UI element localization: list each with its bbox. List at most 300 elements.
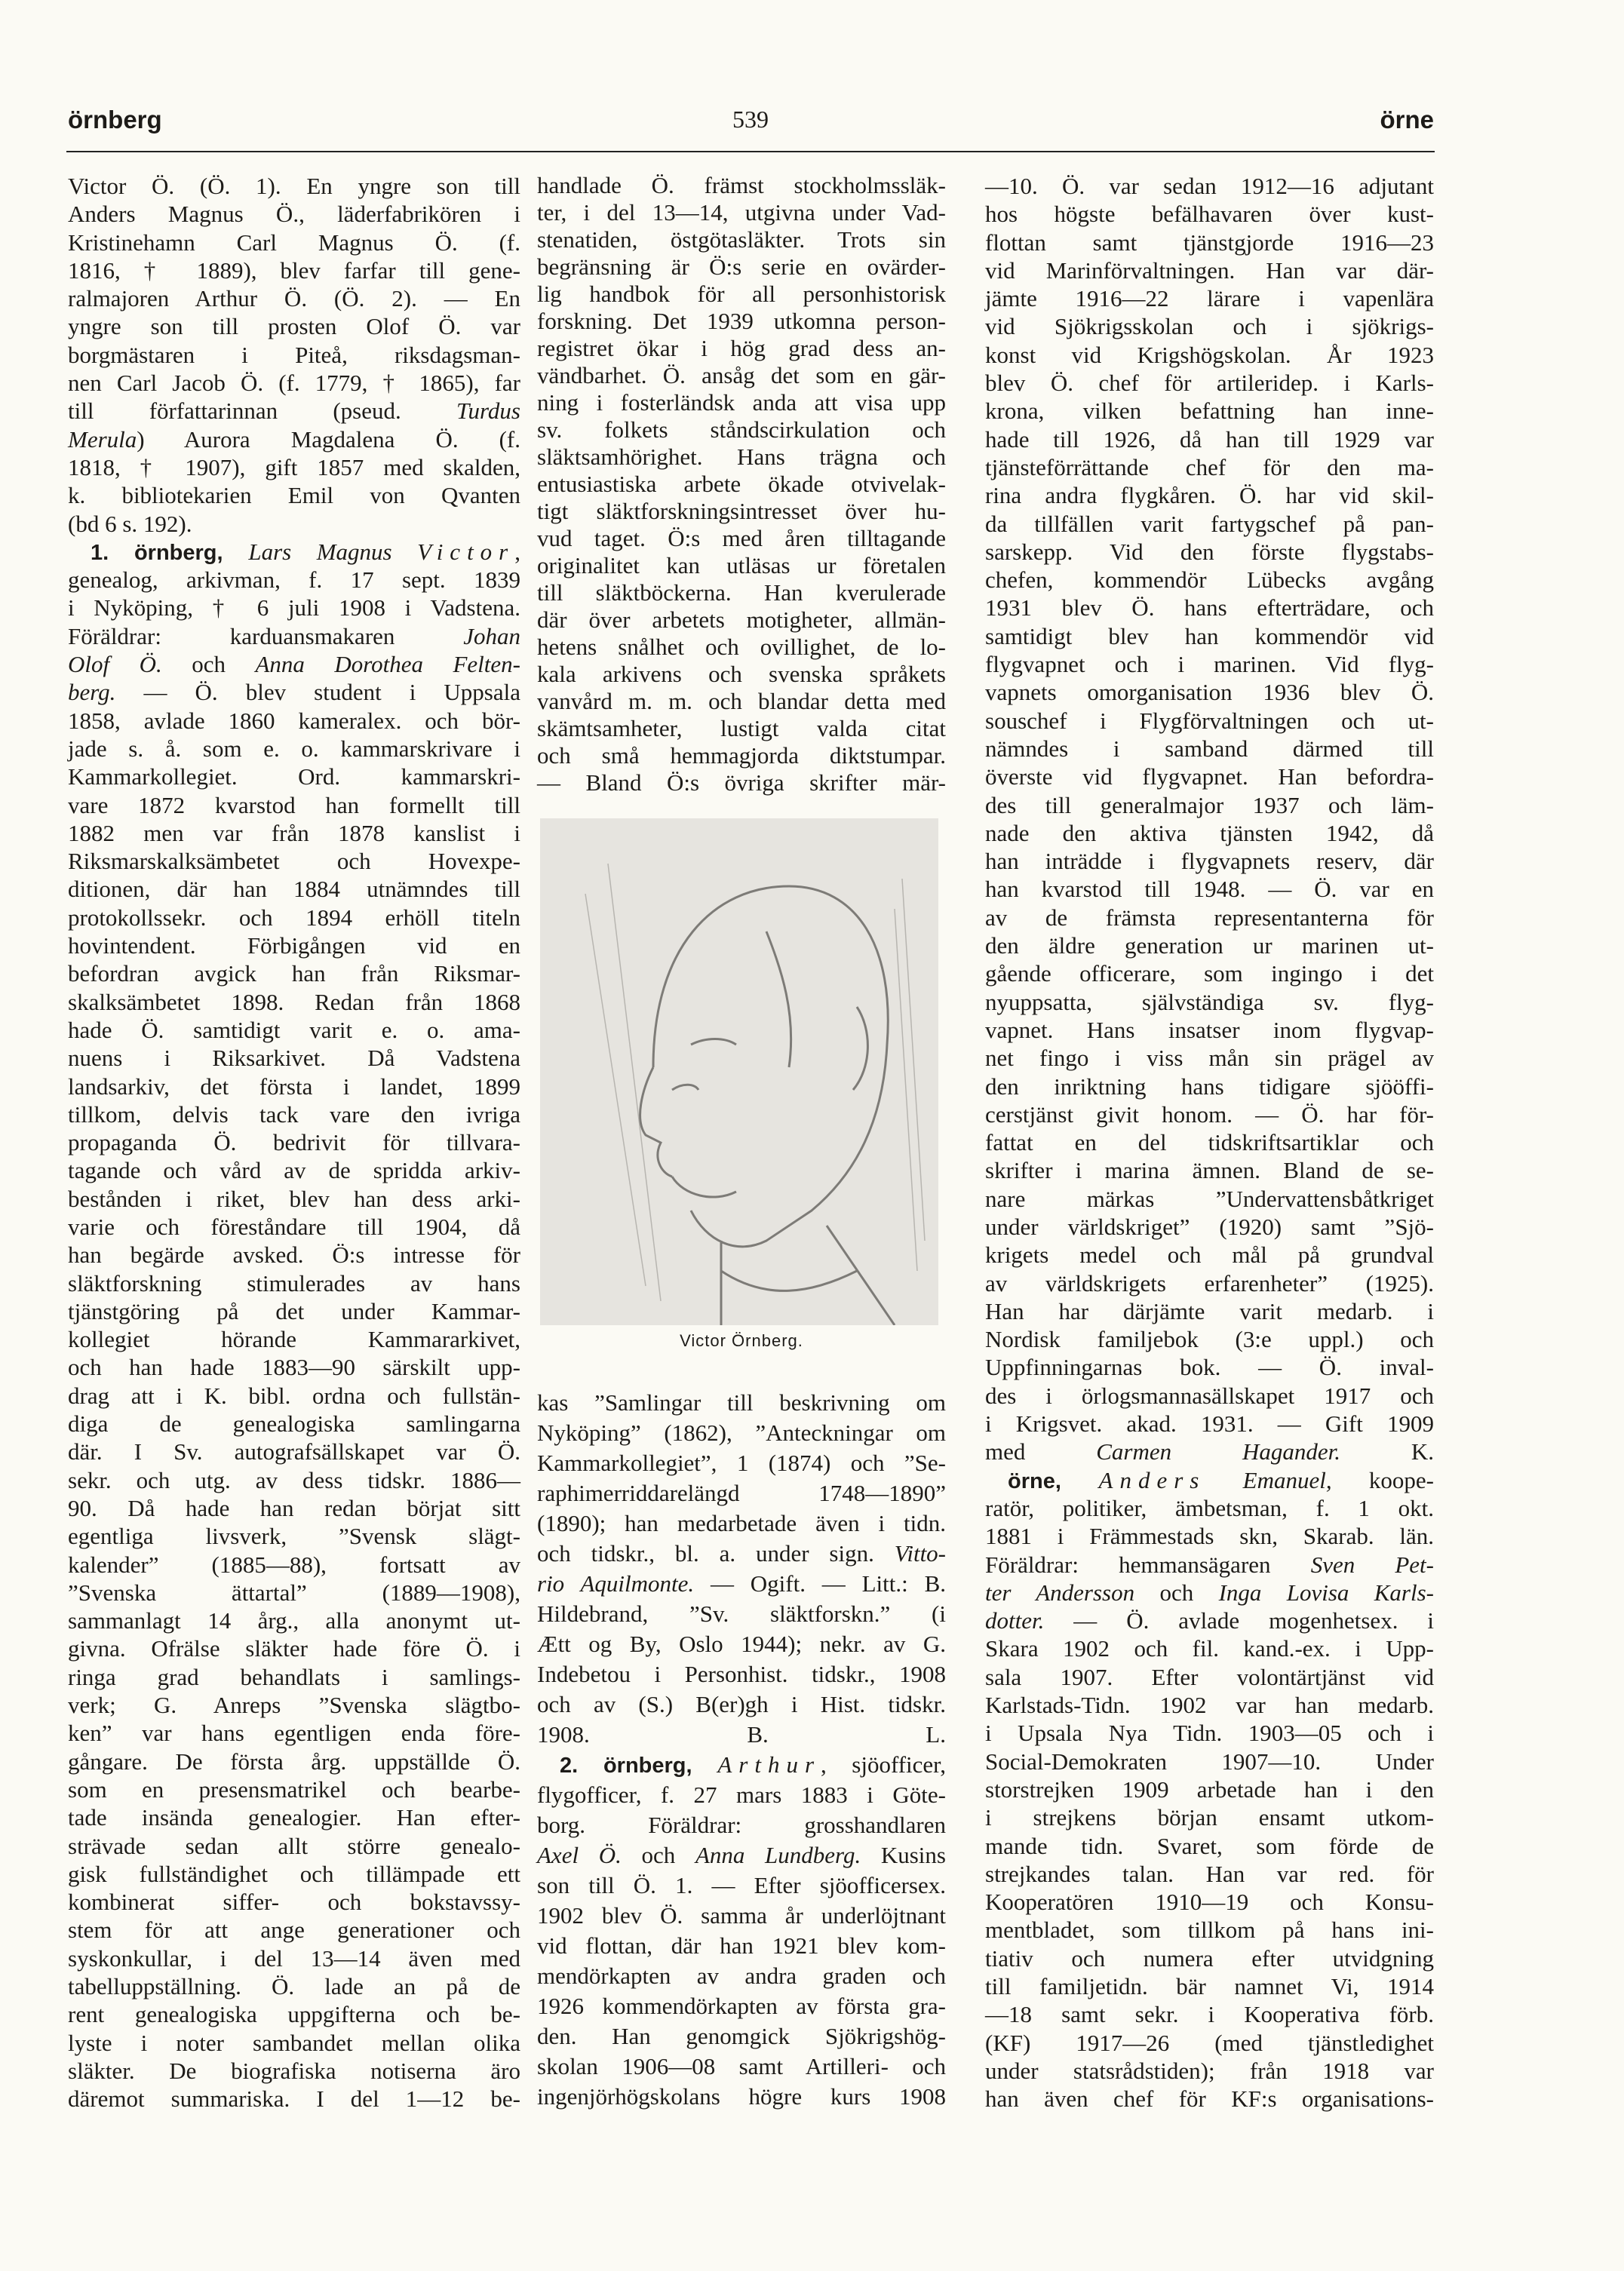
text-run: av de främsta representanterna för	[985, 904, 1434, 931]
text-line	[68, 988, 520, 1016]
text-run: storstrejken 1909 arbetade han i den	[985, 1775, 1434, 1803]
text-line	[68, 1551, 520, 1579]
text-line	[985, 566, 1434, 594]
text-line	[537, 1871, 946, 1901]
text-run: protokollssekr. och 1894 erhöll titeln	[68, 904, 520, 931]
text-line	[985, 1073, 1434, 1100]
text-run: Nyköping” (1862), ”Anteckningar om	[537, 1419, 946, 1446]
text-line	[985, 369, 1434, 397]
text-run: konst vid Krigshögskolan. År 1923	[985, 341, 1434, 368]
text-line	[537, 1720, 946, 1750]
text-line	[68, 1607, 520, 1634]
text-run: yngre son till prosten Olof Ö. var	[68, 313, 520, 340]
text-line	[985, 1128, 1434, 1156]
text-run: tjänstgöring på det under Kammar-	[68, 1297, 520, 1324]
text-run: bestånden i riket, blev han dess arki-	[68, 1185, 520, 1212]
text-run: entusiastiska arbete ökade otvivelak-	[537, 471, 946, 497]
text-line	[68, 1241, 520, 1269]
text-run: sammanlagt 14 årg., alla anonymt ut-	[68, 1607, 520, 1634]
text-run: vare 1872 kvarstod han formellt till	[68, 791, 520, 818]
text-run: hade Ö. samtidigt varit e. o. ama-	[68, 1016, 520, 1043]
text-line	[985, 1016, 1434, 1044]
text-run: ditionen, där han 1884 utnämndes till	[68, 876, 520, 903]
text-run: 1931 blev Ö. hans efterträdare, och	[985, 594, 1434, 621]
text-run: k. bibliotekarien Emil von Qvanten	[68, 482, 520, 509]
text-line	[985, 1213, 1434, 1241]
text-run: egentliga livsverk, ”Svensk slägt-	[68, 1523, 520, 1550]
text-line	[68, 1213, 520, 1241]
text-run: drag att i K. bibl. ordna och fullstän-	[68, 1382, 520, 1409]
text-run: verk; G. Anreps ”Svenska slägtbo-	[68, 1692, 520, 1719]
text-line	[985, 1241, 1434, 1269]
text-line	[68, 510, 520, 538]
text-run: tabelluppställning. Ö. lade an på de	[68, 1973, 520, 1999]
text-line	[68, 1156, 520, 1184]
text-line	[985, 959, 1434, 987]
italic-text: dotter.	[985, 1607, 1045, 1634]
text-line	[68, 200, 520, 228]
text-line	[68, 1691, 520, 1719]
text-run: Social-Demokraten 1907—10. Under	[985, 1748, 1434, 1775]
text-line	[537, 1478, 946, 1508]
italic-text: ter Andersson	[985, 1579, 1135, 1606]
text-line	[68, 875, 520, 903]
text-run: Karlstads-Tidn. 1902 var han medarb.	[985, 1692, 1434, 1719]
entry-headword: örne,	[1008, 1468, 1099, 1493]
text-line	[537, 2082, 946, 2112]
portrait-sketch	[540, 818, 938, 1325]
text-run: — Ogift. — Litt.: B.	[694, 1570, 947, 1597]
text-line	[68, 763, 520, 790]
text-line	[68, 1494, 520, 1522]
text-run: Kooperatören 1910—19 och Konsu-	[985, 1889, 1434, 1916]
text-line	[68, 1888, 520, 1916]
text-line	[68, 1663, 520, 1691]
text-run: 90. Då hade han redan börjat sitt	[68, 1494, 520, 1521]
text-line	[985, 425, 1434, 453]
text-run: — Ö. avlade mogenhetsex. i	[1044, 1607, 1434, 1634]
text-line	[985, 1494, 1434, 1522]
text-line	[68, 1719, 520, 1747]
text-line	[985, 200, 1434, 228]
text-line	[985, 284, 1434, 312]
text-line	[68, 256, 520, 284]
text-run: till författarinnan (pseud.	[68, 397, 456, 425]
text-line	[68, 369, 520, 397]
text-run: koope-	[1331, 1466, 1434, 1493]
italic-text: Axel Ö.	[537, 1842, 622, 1868]
text-line	[68, 341, 520, 369]
text-line	[537, 2052, 946, 2082]
text-line	[68, 650, 520, 678]
text-line	[68, 284, 520, 312]
text-line	[68, 819, 520, 847]
text-run: chefen, kommendör Lübecks avgång	[985, 566, 1434, 594]
text-line	[68, 229, 520, 256]
text-line	[537, 525, 946, 552]
text-run: och av (S.) B(er)gh i Hist. tidskr.	[537, 1691, 946, 1717]
text-run: K.	[1340, 1438, 1435, 1465]
italic-text: Vitto-	[894, 1540, 946, 1567]
text-line	[985, 1297, 1434, 1325]
italic-text: Carmen Hagander.	[1096, 1438, 1341, 1465]
text-line	[68, 959, 520, 987]
text-line	[985, 2057, 1434, 2085]
text-line	[537, 362, 946, 389]
text-run: syskonkullar, i del 13—14 även med	[68, 1944, 520, 1972]
text-line	[985, 1607, 1434, 1634]
text-line	[68, 678, 520, 706]
text-line	[537, 1418, 946, 1448]
text-line	[985, 1100, 1434, 1128]
text-line	[985, 650, 1434, 678]
text-run: tagande och vård av de spridda arkiv-	[68, 1157, 520, 1184]
text-line	[68, 1353, 520, 1381]
text-run: des till generalmajor 1937 och läm-	[985, 791, 1434, 818]
text-run: net fingo i viss mån sin prägel av	[985, 1045, 1434, 1072]
text-line	[537, 1388, 946, 1418]
text-run: , sjöofficer,	[821, 1751, 946, 1778]
text-line	[985, 510, 1434, 538]
text-run: gångare. De första årg. uppställde Ö.	[68, 1748, 520, 1775]
text-run: ning i fosterländsk anda att visa upp	[537, 389, 946, 416]
portrait-caption: Victor Örnberg.	[680, 1331, 803, 1350]
text-run: da tillfällen varit fartygschef på pan-	[985, 510, 1434, 537]
text-run: — Bland Ö:s övriga skrifter mär-	[537, 769, 946, 796]
text-run: ingenjörhögskolans högre kurs 1908	[537, 2083, 946, 2110]
text-run: lig handbok för all personhistorisk	[537, 281, 946, 307]
text-run: skalksämbetet 1898. Redan från 1868	[68, 988, 520, 1015]
text-run: nade den aktiva tjänsten 1942, då	[985, 819, 1434, 846]
text-run: mendörkapten av andra graden och	[537, 1963, 946, 1989]
text-run: genealog, arkivman, f. 17 sept. 1839	[68, 566, 520, 594]
column-1	[68, 172, 520, 2113]
text-run: och	[1134, 1579, 1219, 1606]
text-line	[985, 1522, 1434, 1550]
text-run: 1926 kommendörkapten av första gra-	[537, 1993, 946, 2019]
text-run: raphimerriddarelängd 1748—1890”	[537, 1480, 946, 1506]
text-line	[68, 1297, 520, 1325]
text-line	[68, 1832, 520, 1860]
text-run: hade till 1926, då han till 1929 var	[985, 425, 1434, 453]
text-run: han även chef för KF:s organisations-	[985, 2085, 1434, 2113]
text-line	[985, 1185, 1434, 1213]
text-line	[68, 1269, 520, 1297]
portrait-image	[540, 818, 938, 1325]
text-run: tjänsteförrättande chef för den ma-	[985, 453, 1434, 480]
text-line	[68, 735, 520, 763]
text-line	[985, 397, 1434, 425]
text-run: givna. Ofrälse släkter hade före Ö. i	[68, 1635, 520, 1662]
text-run: skämtsamheter, lustigt valda citat	[537, 715, 946, 741]
text-line	[537, 1780, 946, 1810]
text-line	[68, 1073, 520, 1100]
page-number: 539	[732, 106, 769, 133]
text-line	[985, 1269, 1434, 1297]
text-line	[985, 1382, 1434, 1410]
italic-text: Anna Lundberg.	[695, 1842, 861, 1868]
text-line	[985, 1860, 1434, 1888]
text-line	[68, 538, 520, 566]
text-run: Föräldrar: karduansmakaren	[68, 622, 464, 649]
text-line	[537, 634, 946, 661]
text-run: gående officerare, som ingingo i det	[985, 960, 1434, 987]
text-line	[985, 875, 1434, 903]
text-line	[985, 1916, 1434, 1944]
spaced-given-name: Anders	[1098, 1466, 1206, 1493]
text-run: tade insända genealogier. Han efter-	[68, 1804, 520, 1831]
text-run: den. Han genomgick Sjökrigshög-	[537, 2023, 946, 2049]
text-line	[985, 1719, 1434, 1747]
text-line	[985, 1888, 1434, 1916]
text-run: 1908. B. L.	[537, 1721, 946, 1748]
text-line	[985, 1410, 1434, 1438]
text-run: kombinerat siffer- och bokstavssy-	[68, 1889, 520, 1916]
text-line	[537, 2021, 946, 2052]
text-run: nen Carl Jacob Ö. (f. 1779, † 1865), far	[68, 370, 520, 397]
text-run: han inträdde i flygvapnets reserv, där	[985, 848, 1434, 875]
text-line	[537, 471, 946, 498]
text-line	[985, 1691, 1434, 1719]
text-line	[985, 1944, 1434, 1972]
text-run: till släktböckerna. Han kverulerade	[537, 579, 946, 606]
text-run: flygvapnet och i marinen. Vid flyg-	[985, 651, 1434, 678]
text-run: varie och föreståndare till 1904, då	[68, 1213, 520, 1240]
text-line	[68, 1100, 520, 1128]
text-run: stenatiden, östgötasläkter. Trots sin	[537, 226, 946, 253]
text-run: Indebetou i Personhist. tidskr., 1908	[537, 1661, 946, 1687]
text-run: registret ökar i hög grad dess an-	[537, 335, 946, 361]
text-run: rina andra flygkåren. Ö. har vid skil-	[985, 482, 1434, 509]
text-run: rent genealogiska uppgifterna och be-	[68, 2001, 520, 2028]
text-line	[68, 1016, 520, 1044]
text-run: och	[621, 1842, 695, 1868]
text-line	[985, 1748, 1434, 1775]
text-run: under världskriget” (1920) samt ”Sjö-	[985, 1213, 1434, 1240]
running-head-left: örnberg	[68, 106, 162, 133]
text-run: des i örlogsmannasällskapet 1917 och	[985, 1382, 1434, 1409]
text-line	[985, 1634, 1434, 1662]
text-line	[985, 1156, 1434, 1184]
text-run: ringa grad behandlats i samlings-	[68, 1663, 520, 1690]
text-run: Föräldrar: hemmansägaren	[985, 1551, 1311, 1578]
text-run: tigt släktforskningsintresset över hu-	[537, 498, 946, 524]
text-line	[537, 552, 946, 579]
text-run: i Nyköping, † 6 juli 1908 i Vadstena.	[68, 594, 520, 621]
text-run: överste vid flygvapnet. Han befordra-	[985, 763, 1434, 790]
text-run: skrifter i marina ämnen. Bland de se-	[985, 1157, 1434, 1184]
text-line	[68, 425, 520, 453]
text-line	[985, 1353, 1434, 1381]
text-run: landsarkiv, det första i landet, 1899	[68, 1073, 520, 1100]
text-line	[985, 1438, 1434, 1465]
text-line	[537, 1629, 946, 1659]
text-run: släkter. De biografiska notiserna äro	[68, 2057, 520, 2084]
text-line	[985, 1832, 1434, 1860]
text-line	[985, 172, 1434, 200]
text-line	[68, 481, 520, 509]
text-line	[68, 707, 520, 735]
text-line	[68, 453, 520, 481]
text-run: nyuppsatta, självständiga sv. flyg-	[985, 988, 1434, 1015]
text-run: Victor Ö. (Ö. 1). En yngre son till	[68, 173, 520, 199]
text-run: den äldre generation ur marinen ut-	[985, 932, 1434, 959]
italic-text: rio Aquilmonte.	[537, 1570, 695, 1597]
text-line	[537, 715, 946, 742]
text-run: Kristinehamn Carl Magnus Ö. (f.	[68, 229, 520, 256]
text-line	[537, 606, 946, 634]
text-line	[68, 1579, 520, 1607]
text-line	[537, 226, 946, 253]
text-run: — Ö. blev student i Uppsala	[115, 679, 520, 706]
text-run: 1816, † 1889), blev farfar till gene-	[68, 256, 520, 284]
running-head-right: örne	[1380, 106, 1434, 133]
text-run: fattat en del tidskriftsartiklar och	[985, 1129, 1434, 1156]
text-line	[68, 2029, 520, 2057]
text-run: däremot summariska. I del 1—12 be-	[68, 2085, 520, 2113]
text-line	[537, 172, 946, 199]
text-line	[537, 1931, 946, 1961]
text-run: son till Ö. 1. — Efter sjöofficersex.	[537, 1872, 946, 1898]
text-line	[68, 1185, 520, 1213]
text-line	[537, 1508, 946, 1539]
text-line	[537, 1961, 946, 1991]
text-run: Han har därjämte varit medarb. i	[985, 1297, 1434, 1324]
text-run: krona, vilken befattning han inne-	[985, 397, 1434, 425]
text-run: —10. Ö. var sedan 1912—16 adjutant	[985, 173, 1434, 199]
text-line	[985, 538, 1434, 566]
text-line	[68, 1522, 520, 1550]
text-run: i Krigsvet. akad. 1931. — Gift 1909	[985, 1410, 1434, 1438]
text-run: släktsamhörighet. Hans trägna och	[537, 443, 946, 470]
text-line	[985, 594, 1434, 621]
text-run: den inriktning hans tidigare sjööffi-	[985, 1073, 1434, 1100]
text-run: nämndes i samband därmed till	[985, 735, 1434, 762]
text-line	[68, 1803, 520, 1831]
text-run: forskning. Det 1939 utkomna person-	[537, 308, 946, 334]
entry-headword: 2. örnberg,	[560, 1754, 718, 1778]
text-run: Riksmarskalksämbetet och Hovexpe-	[68, 848, 520, 875]
text-line	[985, 622, 1434, 650]
text-line	[985, 1044, 1434, 1072]
text-line	[537, 1659, 946, 1689]
italic-text: Merula	[68, 425, 137, 453]
text-line	[68, 1944, 520, 1972]
text-line	[68, 1128, 520, 1156]
text-run: kala arkivens och svenska språkets	[537, 661, 946, 687]
text-line	[68, 1775, 520, 1803]
text-run: ratör, politiker, ämbetsman, f. 1 okt.	[985, 1494, 1434, 1521]
text-run: strävade sedan allt större genealo-	[68, 1832, 520, 1859]
text-line	[68, 1916, 520, 1944]
text-run: nare märkas ”Undervattensbåtkriget	[985, 1185, 1434, 1212]
text-run: vid flottan, där han 1921 blev kom-	[537, 1932, 946, 1959]
text-line	[537, 1689, 946, 1720]
text-run: i strejkens början ensamt utkom-	[985, 1804, 1434, 1831]
text-run: tillkom, delvis tack vare den ivriga	[68, 1100, 520, 1128]
entry-headword: 1. örnberg,	[91, 540, 249, 565]
text-run: vändbarhet. Ö. ansåg det som en gär-	[537, 362, 946, 388]
text-run: cerstjänst givit honom. — Ö. har för-	[985, 1100, 1434, 1128]
text-run: sarskepp. Vid den förste flygstabs-	[985, 538, 1434, 565]
text-line	[68, 1748, 520, 1775]
text-line	[68, 1410, 520, 1438]
text-run: flygofficer, f. 27 mars 1883 i Göte-	[537, 1782, 946, 1808]
text-line	[68, 1382, 520, 1410]
text-run: och tidskr., bl. a. under sign.	[537, 1540, 895, 1567]
header-rule	[66, 151, 1435, 152]
text-run: till familjetidn. bär namnet Vi, 1914	[985, 1973, 1434, 1999]
text-line	[985, 847, 1434, 875]
text-line	[537, 281, 946, 308]
text-run: som en presensmatrikel och bearbe-	[68, 1775, 520, 1803]
text-run: propaganda Ö. bedrivit för tillvara-	[68, 1129, 520, 1156]
spaced-given-name: Victor	[417, 538, 515, 565]
text-run: jade s. å. som e. o. kammarskrivare i	[68, 735, 520, 762]
italic-text: Lars Magnus	[248, 538, 418, 565]
text-line	[985, 931, 1434, 959]
text-run: vid Marinförvaltningen. Han var där-	[985, 256, 1434, 284]
text-run: hos högste befälhavaren över kust-	[985, 201, 1434, 228]
text-run: lyste i noter sambandet mellan olika	[68, 2029, 520, 2056]
text-run: släktforskning stimulerades av hans	[68, 1269, 520, 1297]
text-line	[985, 2085, 1434, 2113]
text-line	[985, 481, 1434, 509]
text-line	[985, 1803, 1434, 1831]
text-run: sekr. och utg. av dess tidskr. 1886—	[68, 1466, 520, 1493]
text-line	[68, 566, 520, 594]
text-line	[537, 335, 946, 362]
spaced-given-name: Arthur	[717, 1751, 821, 1778]
text-line	[68, 1438, 520, 1465]
text-line	[985, 2000, 1434, 2028]
text-run: borgmästaren i Piteå, riksdagsman-	[68, 341, 520, 368]
italic-text: berg.	[68, 679, 116, 706]
text-run: i Upsala Nya Tidn. 1903—05 och i	[985, 1720, 1434, 1747]
text-run: (1890); han medarbetade även i tidn.	[537, 1510, 946, 1536]
italic-text: Johan	[463, 622, 520, 649]
text-line	[537, 199, 946, 226]
text-run: där över arbetets motigheter, allmän-	[537, 606, 946, 633]
text-line	[985, 735, 1434, 763]
text-run: (KF) 1917—26 (med tjänstledighet	[985, 2029, 1434, 2056]
text-run: han begärde avsked. Ö:s intresse för	[68, 1241, 520, 1269]
text-line	[537, 742, 946, 769]
italic-text: Turdus	[456, 397, 520, 425]
text-run: 1881 i Främmestads skn, Skarab. län.	[985, 1523, 1434, 1550]
text-line	[68, 312, 520, 340]
text-run: mande tidn. Svaret, som förde de	[985, 1832, 1434, 1859]
text-run: originalitet kan utläsas ur företalen	[537, 552, 946, 578]
column-2-top	[537, 172, 946, 796]
text-line	[985, 1466, 1434, 1494]
text-line	[985, 707, 1434, 735]
text-line	[985, 1325, 1434, 1353]
text-run: borg. Föräldrar: grosshandlaren	[537, 1812, 946, 1838]
text-line	[68, 622, 520, 650]
text-line	[68, 1634, 520, 1662]
text-run: med	[985, 1438, 1097, 1465]
text-run: 1818, † 1907), gift 1857 med skalden,	[68, 453, 520, 480]
text-line	[537, 661, 946, 688]
text-run: skolan 1906—08 samt Artilleri- och	[537, 2053, 946, 2079]
text-line	[985, 312, 1434, 340]
text-line	[537, 1810, 946, 1840]
text-run: Kammarkollegiet. Ord. kammarskri-	[68, 763, 520, 790]
text-line	[68, 2000, 520, 2028]
text-line	[537, 389, 946, 416]
text-run: nuens i Riksarkivet. Då Vadstena	[68, 1045, 520, 1072]
